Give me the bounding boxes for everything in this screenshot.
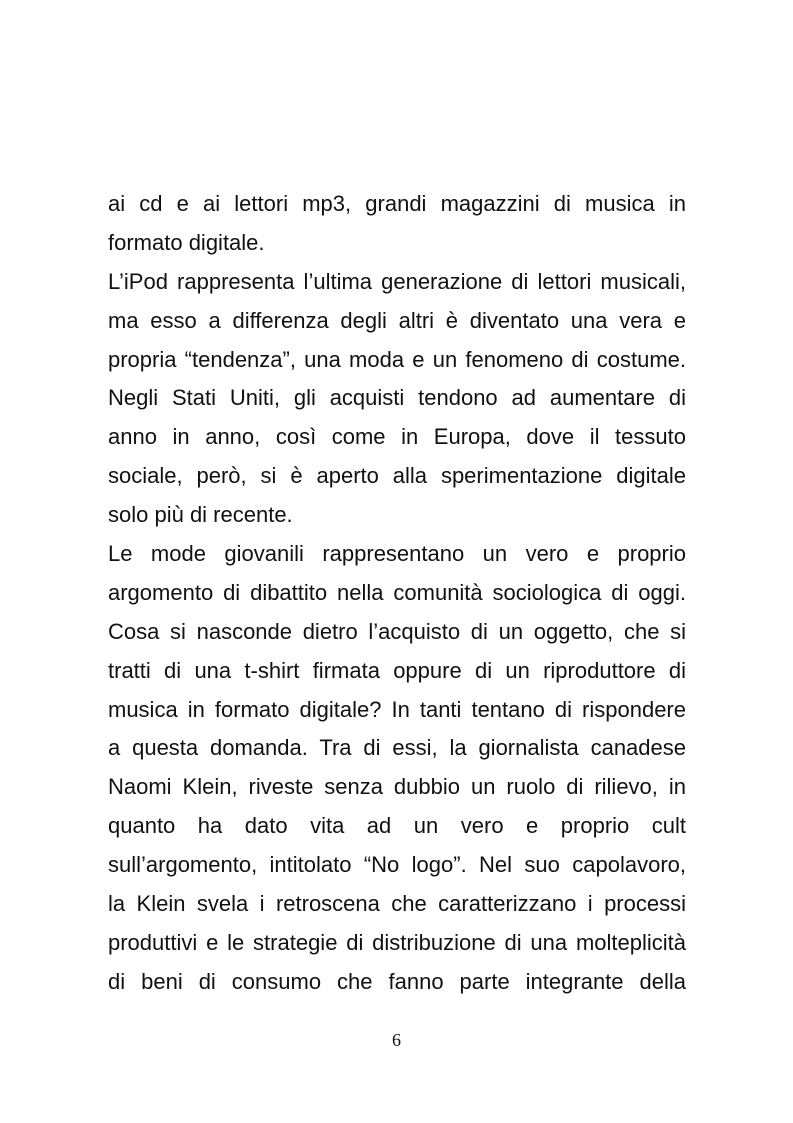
text-line: L’iPod rappresenta l’ultima generazione di lettori musicali, xyxy=(108,268,686,294)
text-line: ma esso a differenza degli altri è diventato una vera e xyxy=(108,307,686,333)
text-line: sull’argomento, intitolato “No logo”. Nel suo capolavoro, xyxy=(108,852,686,878)
text-line: Le mode giovanili rappresentano un vero e proprio xyxy=(108,541,686,567)
text-line: sociale, però, si è aperto alla sperimentazione digitale xyxy=(108,463,686,489)
text-line: di beni di consumo che fanno parte integrante della xyxy=(108,968,686,994)
text-line: ai cd e ai lettori mp3, grandi magazzini di musica in xyxy=(108,191,686,216)
text-line: formato digitale. xyxy=(108,229,265,255)
paragraph xyxy=(108,185,686,263)
text-line: produttivi e le strategie di distribuzione di una molteplicità xyxy=(108,929,686,955)
text-line: tratti di una t-shirt firmata oppure di un riproduttore di xyxy=(108,657,686,683)
text-line: Negli Stati Uniti, gli acquisti tendono ad aumentare di xyxy=(108,385,686,411)
text-line: a questa domanda. Tra di essi, la giornalista canadese xyxy=(108,735,686,761)
text-line: musica in formato digitale? In tanti tentano di rispondere xyxy=(108,696,686,722)
text-line: Cosa si nasconde dietro l’acquisto di un oggetto, che si xyxy=(108,618,686,644)
text-line: argomento di dibattito nella comunità sociologica di oggi. xyxy=(108,579,686,605)
body-text xyxy=(108,185,686,1002)
text-line: anno in anno, così come in Europa, dove il tessuto xyxy=(108,424,686,450)
paragraph xyxy=(108,535,686,1002)
paragraph xyxy=(108,263,686,535)
text-line: quanto ha dato vita ad un vero e proprio cult xyxy=(108,813,686,839)
page-number: 6 xyxy=(392,1030,401,1050)
text-line: solo più di recente. xyxy=(108,502,293,528)
text-line: Naomi Klein, riveste senza dubbio un ruolo di rilievo, in xyxy=(108,774,686,800)
text-line: la Klein svela i retroscena che caratterizzano i processi xyxy=(108,891,686,917)
text-line: propria “tendenza”, una moda e un fenomeno di costume. xyxy=(108,346,686,372)
